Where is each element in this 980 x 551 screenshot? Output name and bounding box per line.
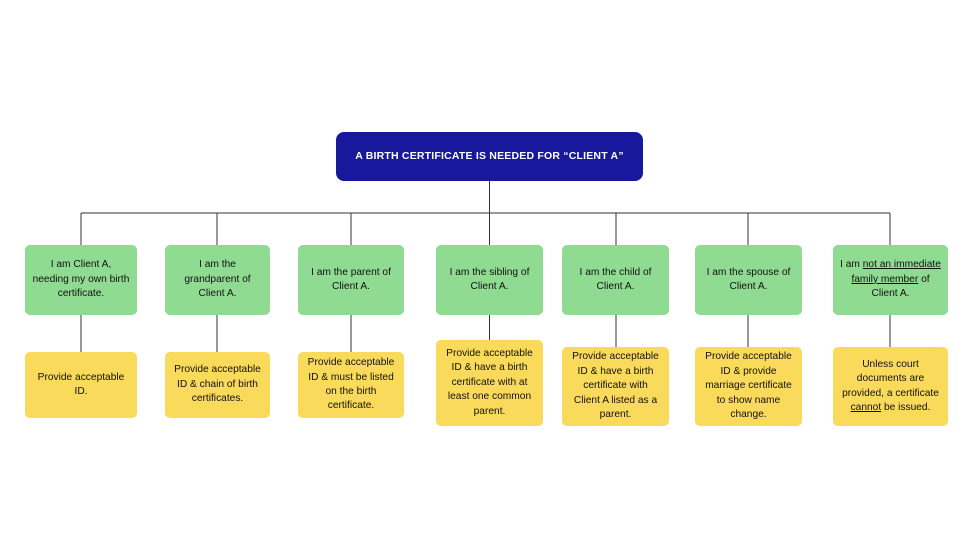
branch-node-label: I am the parent of Client A. <box>311 266 391 292</box>
branch-node-not-immediate-family[interactable] <box>833 245 948 315</box>
root-node-label: A BIRTH CERTIFICATE IS NEEDED FOR “CLIENT A” <box>355 149 624 162</box>
leaf-node-label: Provide acceptable ID. <box>37 371 125 397</box>
branch-node-label: I am the child of Client A. <box>579 266 652 292</box>
leaf-node-parent[interactable] <box>298 352 404 418</box>
leaf-node-label: Provide acceptable ID & have a birth certificate with at least one common parent. <box>446 347 533 417</box>
leaf-node-label: Unless court documents are provided, a certificate cannot be issued. <box>842 358 939 413</box>
root-node[interactable] <box>336 132 643 181</box>
leaf-node-not-immediate-family[interactable] <box>833 347 948 426</box>
leaf-node-label: Provide acceptable ID & must be listed on the birth certificate. <box>307 357 395 412</box>
branch-node-sibling[interactable] <box>436 245 543 315</box>
branch-node-label: I am the grandparent of Client A. <box>184 259 251 300</box>
leaf-node-client-a[interactable] <box>25 352 137 418</box>
branch-node-parent[interactable] <box>298 245 404 315</box>
branch-node-label: I am the spouse of Client A. <box>706 266 791 292</box>
leaf-node-label: Provide acceptable ID & chain of birth certificates. <box>174 364 261 405</box>
branch-node-label: I am not an immediate family member of Client A. <box>840 259 941 300</box>
leaf-node-spouse[interactable] <box>695 347 802 426</box>
leaf-node-child[interactable] <box>562 347 669 426</box>
branch-node-label: I am Client A, needing my own birth certificate. <box>32 259 130 300</box>
branch-node-grandparent[interactable] <box>165 245 270 315</box>
leaf-node-label: Provide acceptable ID & have a birth certificate with Client A listed as a parent. <box>572 351 659 421</box>
leaf-node-grandparent[interactable] <box>165 352 270 418</box>
branch-node-spouse[interactable] <box>695 245 802 315</box>
leaf-node-label: Provide acceptable ID & provide marriage certificate to show name change. <box>705 351 792 421</box>
branch-node-child[interactable] <box>562 245 669 315</box>
branch-node-label: I am the sibling of Client A. <box>449 266 530 292</box>
leaf-node-sibling[interactable] <box>436 340 543 426</box>
branch-node-client-a[interactable] <box>25 245 137 315</box>
